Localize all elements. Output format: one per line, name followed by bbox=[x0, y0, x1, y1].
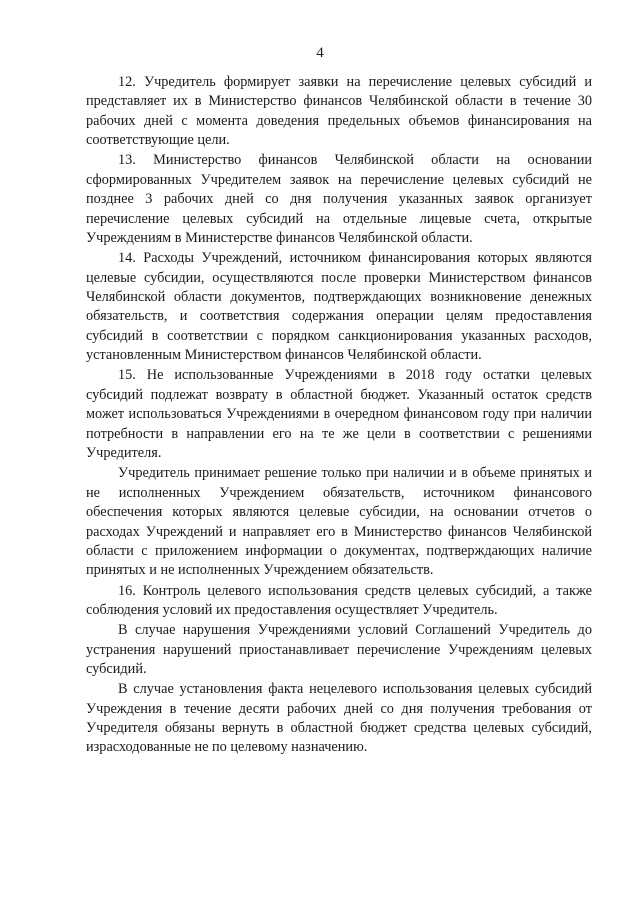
document-body bbox=[86, 73, 592, 758]
paragraph-16: 16. Контроль целевого использования средств целевых субсидий, а также соблюдения условий их предоставления осуществляет Учредитель. bbox=[86, 582, 592, 618]
paragraph-14: 14. Расходы Учреждений, источником финансирования которых являются целевые субсидии, осуществляются после проверки Министерством финансов Челябинской области документов, подтверждающих возникновение денежных обязательств, и соответствия содержания операции целям предоставления субсидий в соответствии с порядком санкционирования указанных расходов, установленным Министерством финансов Челябинской области. bbox=[86, 250, 592, 364]
paragraph-15-continued: Учредитель принимает решение только при наличии и в объеме принятых и не исполненных Учреждением обязательств, источником финансового обеспечения которых являются целевые субсидии, на основании отчетов о расходах Учреждений и направляет его в Министерство финансов Челябинской области с приложением информации о документах, подтверждающих наличие принятых и не исполненных Учреждением обязательств. bbox=[86, 465, 592, 579]
paragraph-16-misuse: В случае установления факта нецелевого использования целевых субсидий Учреждения в течение десяти рабочих дней со дня получения требования от Учредителя обязаны вернуть в областной бюджет средства целевых субсидий, израсходованные не по целевому назначению. bbox=[86, 681, 592, 756]
paragraph-16-violation: В случае нарушения Учреждениями условий Соглашений Учредитель до устранения нарушений приостанавливает перечисление Учреждениям целевых субсидий. bbox=[86, 622, 592, 677]
page-number: 4 bbox=[316, 45, 324, 61]
paragraph-15: 15. Не использованные Учреждениями в 2018 году остатки целевых субсидий подлежат возврату в областной бюджет. Указанный остаток средств может использоваться Учреждениями в очередном финансовом году при наличии потребности в направлении его на те же цели в соответствии с решениями Учредителя. bbox=[86, 367, 592, 462]
paragraph-12: 12. Учредитель формирует заявки на перечисление целевых субсидий и представляет их в Министерство финансов Челябинской области в течение 30 рабочих дней с момента доведения предельных объемов финансирования на соответствующие цели. bbox=[86, 74, 592, 149]
paragraph-13: 13. Министерство финансов Челябинской области на основании сформированных Учредителем заявок на перечисление целевых субсидий не позднее 3 рабочих дней со дня получения указанных заявок организует перечисление целевых субсидий на отдельные лицевые счета, открытые Учреждениям в Министерстве финансов Челябинской области. bbox=[86, 152, 592, 247]
